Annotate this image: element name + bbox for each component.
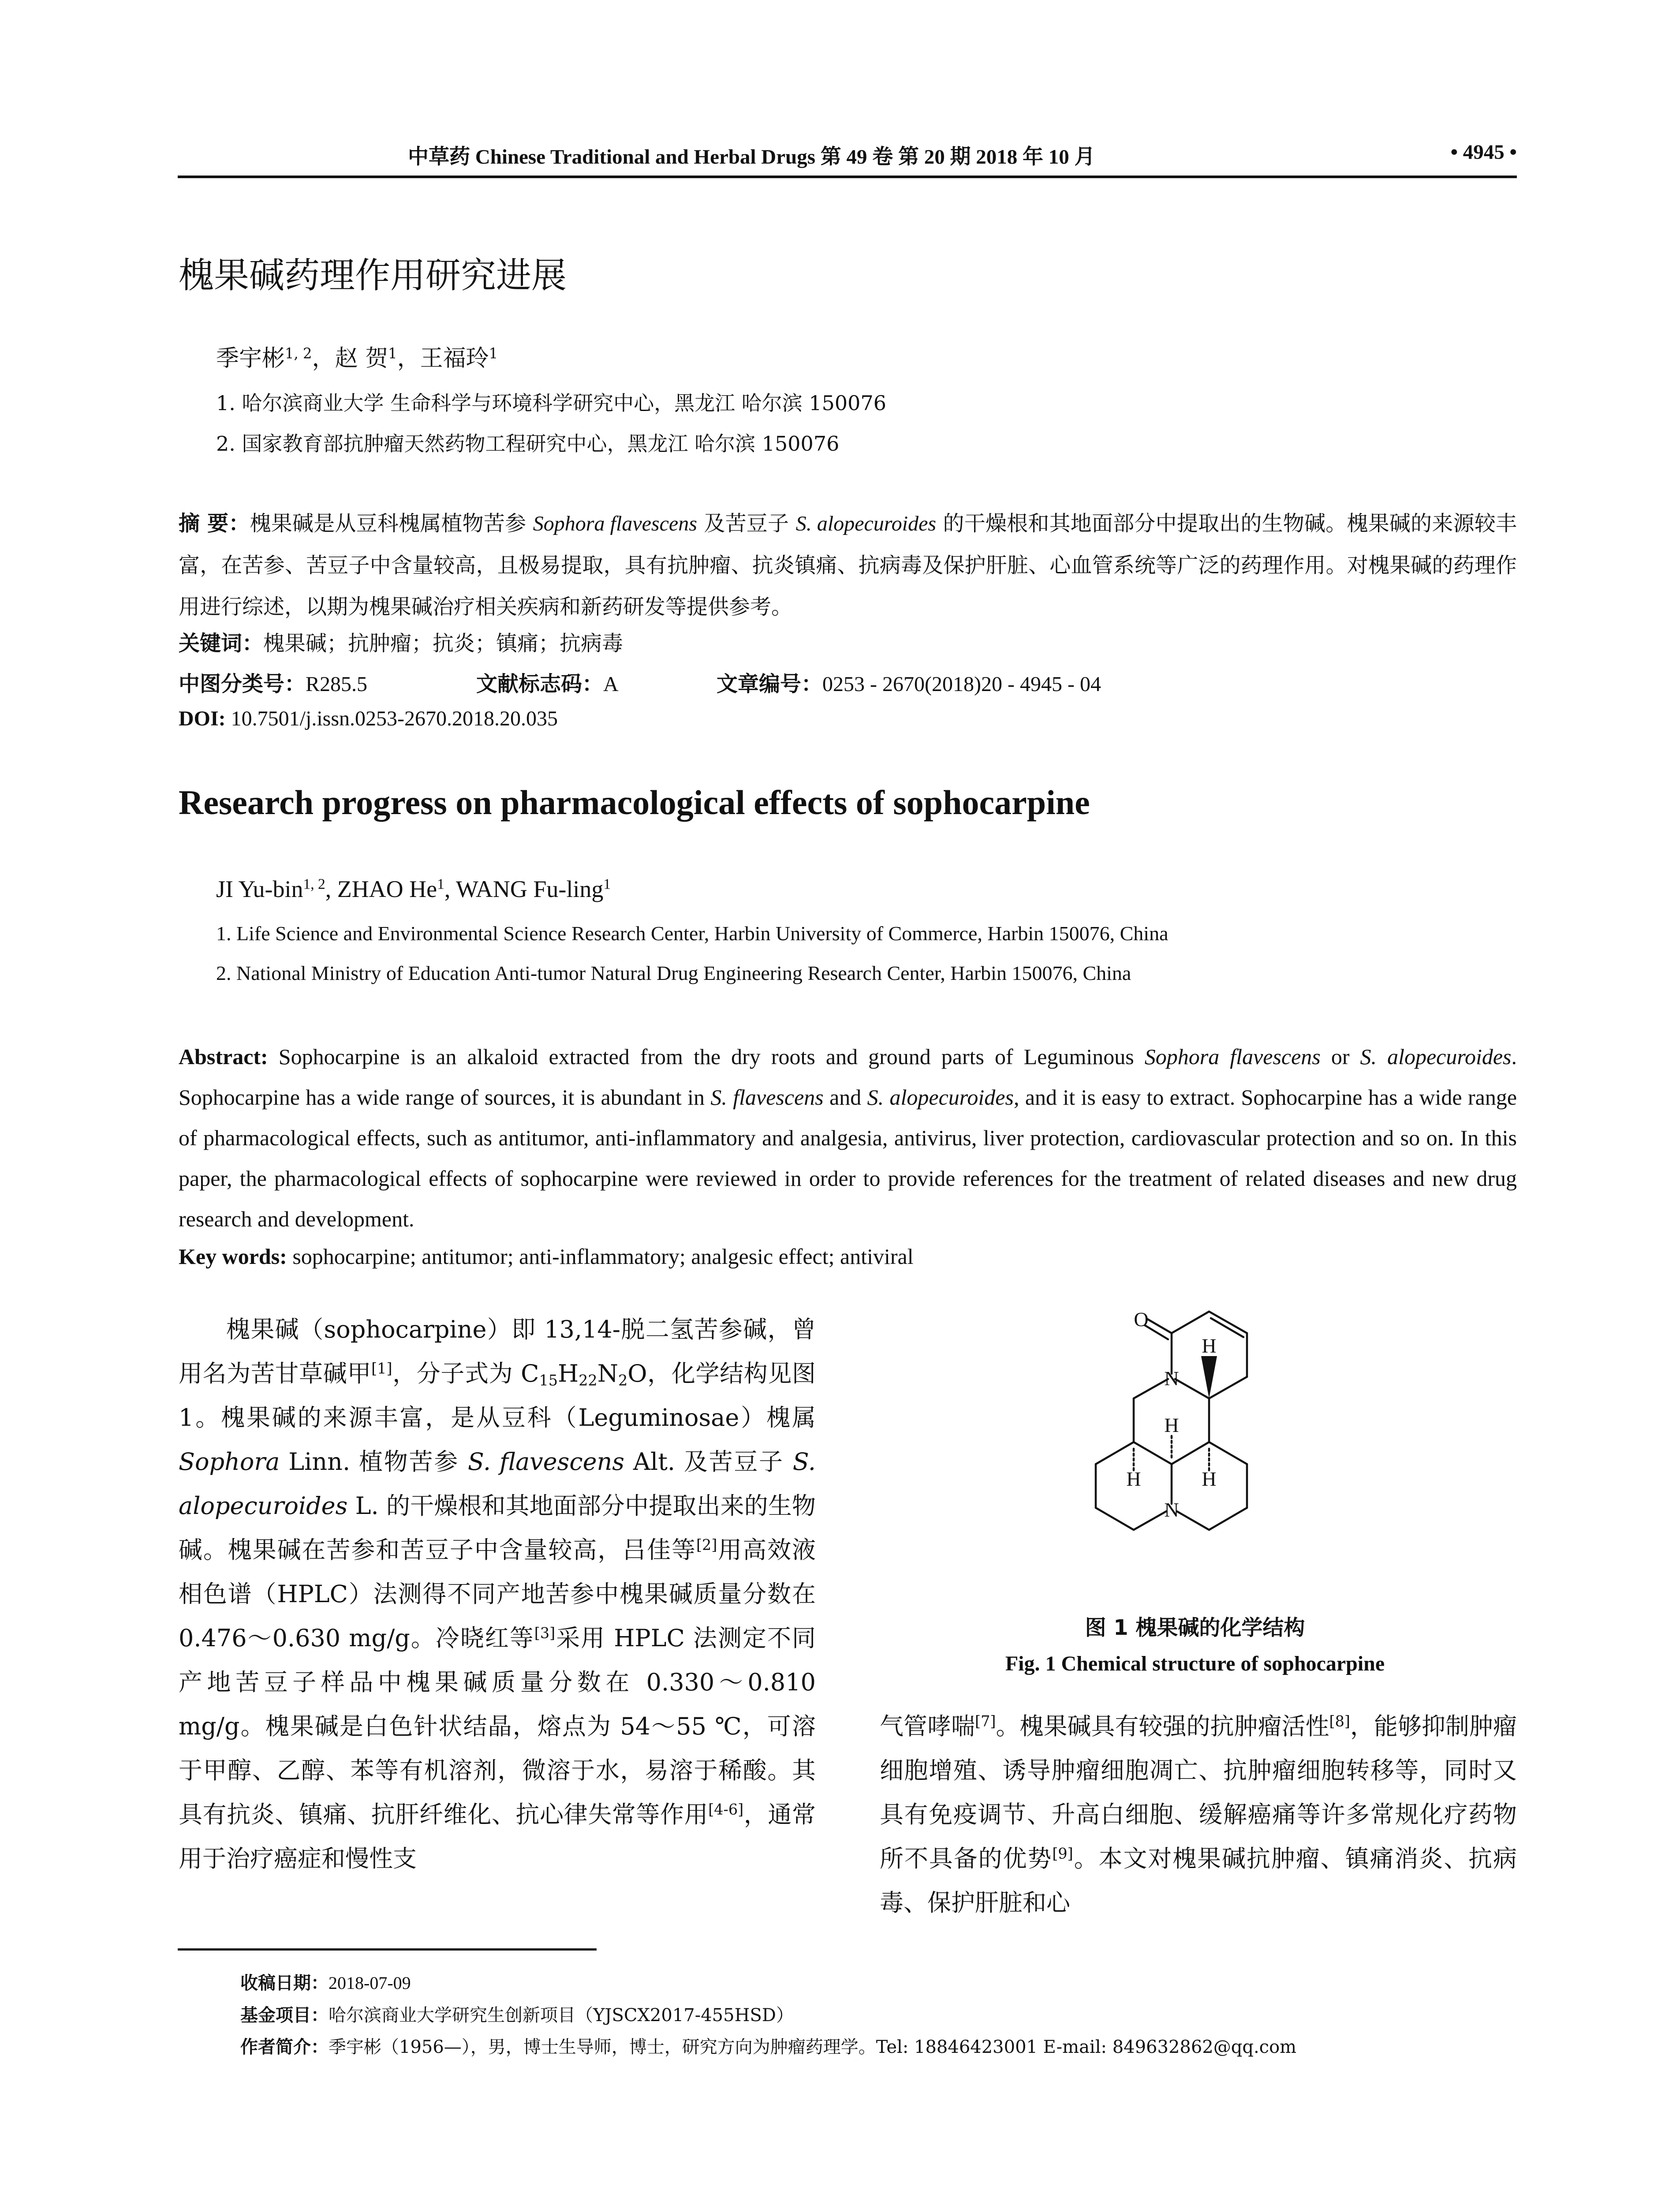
citation[interactable]: [1] [371,1360,392,1377]
body-text: Alt. 及苦豆子 [624,1448,793,1476]
abstract-cn-text: 及苦豆子 [697,511,796,536]
author-en-3-aff: 1 [603,876,611,893]
body-text: ，能够抑制肿瘤细胞增殖、诱导肿瘤细胞凋亡、抗肿瘤细胞转移等，同时又具有免疫调节、升高白细胞、缓解癌痛等许多常规化疗药物所不具备的优势 [880,1712,1517,1872]
affiliation-cn-2: 2. 国家教育部抗肿瘤天然药物工程研究中心，黑龙江 哈尔滨 150076 [216,432,840,456]
citation[interactable]: [3] [534,1624,556,1642]
keywords-en-text: sophocarpine; antitumor; anti-inflammatory; analgesic effect; antiviral [287,1244,914,1269]
title-cn: 槐果碱药理作用研究进展 [179,255,567,296]
authors-en [216,875,611,903]
formula-subscript: 22 [579,1372,597,1389]
body-text: N [597,1360,618,1387]
body-text: ，分子式为 C [392,1360,539,1387]
title-en: Research progress on pharmacological effects of sophocarpine [179,783,1090,822]
figure-caption-cn: 图 1 槐果碱的化学结构 [1085,1615,1305,1640]
abstract-cn-text: 的干燥根和其地面部分中提取出的生物碱。槐果碱的来源较丰富，在苦参、苦豆子中含量较高，且极易提取，具有抗肿瘤、抗炎镇痛、抗病毒及保护肝脏、心血管系统等广泛的药理作用。对槐果碱的药理作用进行综述，以期为槐果碱治疗相关疾病和新药研发等提供参考。 [179,511,1517,619]
abstract-cn-label: 摘 要： [179,511,250,536]
species-name: S. flavescens [710,1085,824,1110]
figure-caption-en: Fig. 1 Chemical structure of sophocarpine [1005,1652,1385,1675]
abstract-cn [179,503,1517,628]
species-name: S. alopecuroides [179,1448,816,1520]
abstract-en-text: and [823,1085,867,1110]
keywords-cn-label: 关键词： [179,631,264,656]
body-text: ，通常用于治疗癌症和慢性支 [179,1801,816,1872]
author-en-1-aff: 1, 2 [303,876,325,893]
abstract-en-label: Abstract: [179,1044,268,1069]
author-cn-1-aff: 1, 2 [285,345,312,362]
wedge-bond [1201,1356,1217,1398]
sophocarpine-structure-figure [1076,1303,1323,1568]
footnote-rule [178,1948,597,1951]
author-bio-value: 季宇彬（1956—），男，博士生导师，博士，研究方向为肿瘤药理学。Tel: 18846423001 E-mail: 849632862@qq.com [329,2037,1297,2057]
body-text: H [558,1360,579,1387]
citation[interactable]: [9] [1052,1845,1073,1862]
doi-value[interactable]: 10.7501/j.issn.0253-2670.2018.20.035 [231,707,558,730]
author-en-2-aff: 1 [437,876,444,893]
author-cn-3-aff: 1 [489,345,498,362]
affiliation-en-2: 2. National Ministry of Education Anti-tumor Natural Drug Engineering Research Center, Harbin 150076, China [216,962,1131,984]
nitrogen-label: N [1164,1499,1179,1521]
body-text: 。本文对槐果碱抗肿瘤、镇痛消炎、抗病毒、保护肝脏和心 [880,1845,1517,1917]
abstract-en [179,1036,1517,1239]
hydrogen-label: H [1126,1468,1141,1490]
doc-code-value: A [603,673,619,696]
clc-value: R285.5 [306,673,368,696]
citation[interactable]: [7] [975,1712,996,1730]
author-cn-2: 赵 贺 [335,345,388,372]
genus-name: Sophora [179,1448,280,1476]
journal-header: 中草药 Chinese Traditional and Herbal Drugs 第 49 卷 第 20 期 2018 年 10 月 [408,146,1095,168]
species-name: Sophora flavescens [1144,1044,1321,1069]
article-number [717,667,1101,697]
keywords-en-label: Key words: [179,1244,287,1269]
species-name: Sophora flavescens [533,512,697,535]
classification-line [179,667,367,697]
body-right-column [880,1704,1517,1925]
hydrogen-label: H [1202,1334,1217,1357]
page-number: • 4945 • [1450,141,1517,164]
fund-note [240,2001,794,2026]
keywords-en [179,1244,914,1269]
species-name: S. alopecuroides [795,512,937,535]
citation[interactable]: [4-6] [708,1801,744,1818]
author-en-2: , ZHAO He [325,876,437,902]
article-number-label: 文章编号： [717,672,823,696]
citation[interactable]: [2] [696,1536,717,1554]
body-text: 。槐果碱具有较强的抗肿瘤活性 [996,1712,1329,1740]
author-bio [240,2033,1296,2058]
abstract-en-text: or [1320,1044,1360,1069]
author-cn-3: 王福玲 [420,345,489,372]
keywords-cn-text: 槐果碱；抗肿瘤；抗炎；镇痛；抗病毒 [263,631,623,656]
author-bio-label: 作者简介： [240,2037,329,2057]
abstract-en-text: . Sophocarpine has a wide range of sources, it is abundant in [179,1044,1517,1110]
body-left-column [179,1308,816,1881]
abstract-en-text: , and it is easy to extract. Sophocarpine has a wide range of pharmacological effects, such as antitumor, anti-inflammatory and analgesia, antivirus, liver protection, cardiovascular protection and so on. In this paper, the pharmacological effects of sophocarpine were reviewed in order to provide references for the treatment of related diseases and new drug research and development. [179,1085,1517,1231]
doc-code-label: 文献标志码： [476,672,604,696]
article-number-value: 0253 - 2670(2018)20 - 4945 - 04 [822,673,1101,696]
fund-label: 基金项目： [240,2005,329,2026]
abstract-cn-text: 槐果碱是从豆科槐属植物苦参 [250,511,533,536]
body-text: 槐果碱（sophocarpine）即 13,14-脱二氢苦参碱，曾用名为苦甘草碱甲 [179,1316,816,1387]
author-en-1: JI Yu-bin [216,876,303,902]
hydrogen-label: H [1202,1468,1217,1490]
formula-subscript: 15 [539,1372,558,1389]
fund-value: 哈尔滨商业大学研究生创新项目（YJSCX2017-455HSD） [329,2005,794,2026]
body-text: 用高效液相色谱（HPLC）法测得不同产地苦参中槐果碱质量分数在 0.476～0.630 mg/g。冷晓红等 [179,1536,816,1652]
header-rule [178,176,1517,178]
hydrogen-label: H [1164,1414,1179,1436]
affiliation-en-1: 1. Life Science and Environmental Science Research Center, Harbin University of Commerce, Harbin 150076, China [216,922,1169,945]
doi-label: DOI: [179,707,226,730]
formula-subscript: 2 [618,1372,628,1389]
species-name: S. flavescens [467,1448,625,1476]
received-value: 2018-07-09 [329,1973,411,1993]
body-text: 采用 HPLC 法测定不同产地苦豆子样品中槐果碱质量分数在 0.330～0.810 mg/g。槐果碱是白色针状结晶，熔点为 54～55 ℃，可溶于甲醇、乙醇、苯等有机溶剂，微溶于水，易溶于稀酸。其具有抗炎、镇痛、抗肝纤维化、抗心律失常等作用 [179,1624,816,1828]
author-cn-1: 季宇彬 [216,345,285,372]
doi-line [179,706,558,731]
author-separator: ， [312,345,335,372]
body-text: O，化学结构见图 1。槐果碱的来源丰富，是从豆科（Leguminosae）槐属 [179,1360,816,1431]
species-name: S. alopecuroides [1360,1044,1512,1069]
doc-code [476,667,619,697]
keywords-cn [179,626,623,657]
author-en-3: , WANG Fu-ling [444,876,604,902]
clc-label: 中图分类号： [179,672,306,696]
received-label: 收稿日期： [240,1973,329,1993]
body-text: L. 的干燥根和其地面部分中提取出来的生物碱。槐果碱在苦参和苦豆子中含量较高，吕佳等 [179,1492,816,1564]
affiliation-cn-1: 1. 哈尔滨商业大学 生命科学与环境科学研究中心，黑龙江 哈尔滨 150076 [216,391,886,415]
author-cn-2-aff: 1 [388,345,397,362]
oxygen-label: O [1134,1308,1149,1330]
nitrogen-label: N [1164,1367,1179,1390]
received-date [240,1969,411,1994]
author-separator: ， [397,345,420,372]
body-text: Linn. 植物苦参 [280,1448,468,1476]
authors-cn [216,340,498,373]
abstract-en-text: Sophocarpine is an alkaloid extracted from the dry roots and ground parts of Leguminous [268,1044,1145,1069]
species-name: S. alopecuroides [867,1085,1014,1110]
running-header [179,140,1517,167]
body-text: 气管哮喘 [880,1712,975,1740]
citation[interactable]: [8] [1329,1712,1350,1730]
